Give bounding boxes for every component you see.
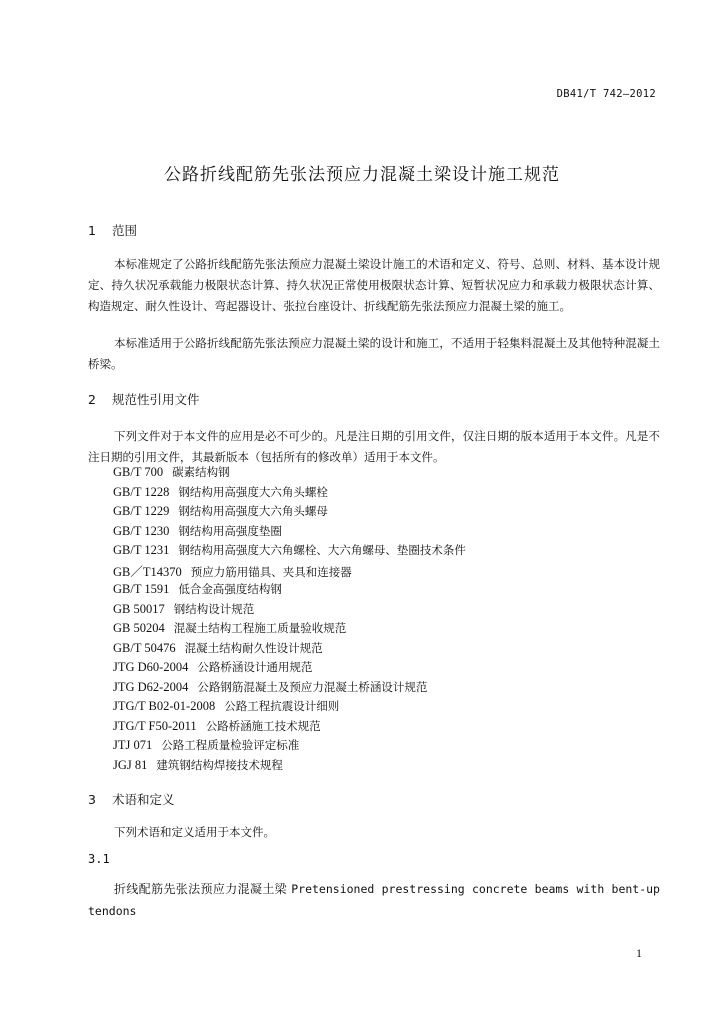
list-item — [113, 659, 466, 679]
reference-name: 预应力筋用锚具、夹具和连接器 — [190, 564, 352, 579]
reference-code: GB 50017 — [113, 601, 165, 616]
list-item — [113, 679, 466, 699]
section-1-heading — [88, 221, 137, 239]
document-code: DB41/T 742—2012 — [556, 88, 656, 100]
reference-code: JTG D62-2004 — [113, 679, 189, 694]
list-item — [113, 484, 466, 504]
list-item — [113, 757, 466, 777]
reference-code: JTG/T F50-2011 — [113, 718, 197, 733]
terms-intro-paragraph: 下列术语和定义适用于本文件。 — [114, 825, 275, 839]
section-number: 2 — [88, 392, 96, 407]
section-title: 范围 — [111, 223, 137, 238]
reference-name: 低合金高强度结构钢 — [178, 582, 282, 596]
reference-code: GB/T 50476 — [113, 640, 176, 655]
list-item — [113, 562, 466, 582]
page-title: 公路折线配筋先张法预应力混凝土梁设计施工规范 — [164, 165, 560, 185]
page-number: 1 — [636, 946, 642, 960]
term-definition — [88, 878, 660, 922]
reference-code: GB/T 1231 — [113, 543, 170, 557]
list-item — [113, 698, 466, 718]
list-item — [113, 503, 466, 523]
section-number: 3 — [88, 792, 96, 807]
reference-code: GB／T14370 — [113, 564, 182, 579]
reference-code: GB/T 700 — [113, 465, 164, 479]
scope-paragraph-1: 本标准规定了公路折线配筋先张法预应力混凝土梁设计施工的术语和定义、符号、总则、材料、基本设计规定、持久状况承载能力极限状态计算、持久状况正常使用极限状态计算、短暂状况应力和承载力极限状态计算、构造规定、耐久性设计、弯起器设计、张拉台座设计、折线配筋先张法预应力混凝土梁的施工。 — [88, 257, 660, 313]
reference-name: 碳素结构钢 — [172, 465, 230, 479]
reference-code: JTG/T B02-01-2008 — [113, 699, 216, 713]
term-english: Pretensioned prestressing concrete beams with bent-up tendons — [88, 882, 660, 918]
reference-name: 公路桥涵设计通用规范 — [197, 660, 313, 674]
reference-name: 钢结构用高强度大六角头螺栓 — [178, 484, 328, 499]
list-item — [113, 542, 466, 562]
reference-name: 建筑钢结构焊接技术规程 — [156, 757, 283, 772]
list-item — [113, 523, 466, 543]
list-item — [113, 737, 466, 757]
list-item — [113, 718, 466, 738]
references-intro-paragraph: 下列文件对于本文件的应用是必不可少的。凡是注日期的引用文件，仅注日期的版本适用于本文件。凡是不注日期的引用文件，其最新版本（包括所有的修改单）适用于本文件。 — [88, 429, 660, 464]
reference-name: 公路桥涵施工技术规范 — [205, 718, 321, 733]
list-item — [113, 581, 466, 601]
reference-code: JTG D60-2004 — [113, 660, 189, 674]
reference-code: GB/T 1228 — [113, 484, 170, 499]
section-title: 规范性引用文件 — [111, 392, 200, 407]
reference-code: GB/T 1229 — [113, 504, 170, 518]
reference-name: 钢结构设计规范 — [173, 601, 255, 616]
reference-name: 钢结构用高强度大六角头螺母 — [178, 504, 328, 518]
reference-list — [113, 464, 466, 776]
reference-name: 钢结构用高强度垫圈 — [178, 523, 282, 538]
term-chinese: 折线配筋先张法预应力混凝土梁 — [114, 882, 288, 896]
reference-name: 公路工程抗震设计细则 — [224, 699, 340, 713]
reference-code: JTJ 071 — [113, 738, 153, 752]
reference-code: GB/T 1591 — [113, 582, 170, 596]
scope-paragraph-2: 本标准适用于公路折线配筋先张法预应力混凝土梁的设计和施工，不适用于轻集料混凝土及其他特种混凝土桥梁。 — [88, 336, 660, 371]
section-3-heading — [88, 790, 175, 808]
section-number: 1 — [88, 223, 96, 238]
reference-code: GB/T 1230 — [113, 523, 170, 538]
reference-name: 公路钢筋混凝土及预应力混凝土桥涵设计规范 — [197, 679, 428, 694]
reference-name: 混凝土结构工程施工质量验收规范 — [173, 621, 347, 635]
reference-name: 钢结构用高强度大六角螺栓、大六角螺母、垫圈技术条件 — [178, 543, 466, 557]
list-item — [113, 620, 466, 640]
section-2-heading — [88, 390, 200, 408]
reference-name: 混凝土结构耐久性设计规范 — [184, 640, 323, 655]
reference-code: JGJ 81 — [113, 757, 148, 772]
list-item — [113, 640, 466, 660]
reference-name: 公路工程质量检验评定标准 — [161, 738, 300, 752]
list-item — [113, 464, 466, 484]
section-title: 术语和定义 — [111, 792, 175, 807]
subsection-number: 3.1 — [88, 852, 110, 866]
reference-code: GB 50204 — [113, 621, 165, 635]
list-item — [113, 601, 466, 621]
